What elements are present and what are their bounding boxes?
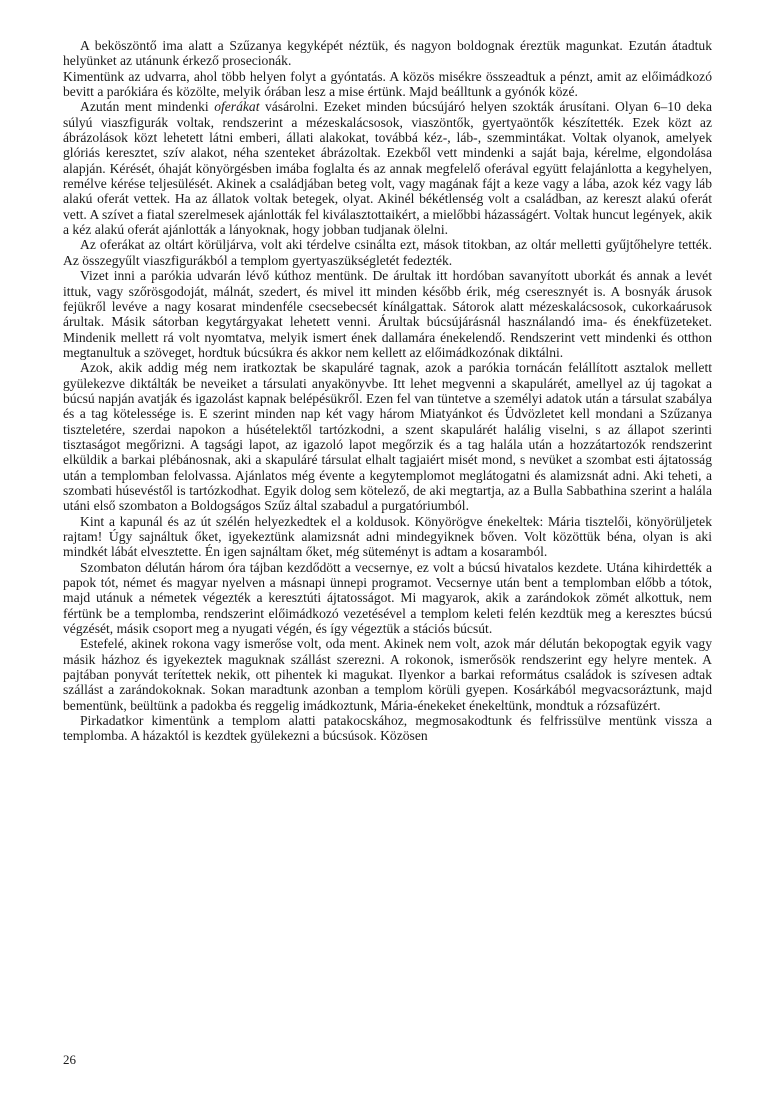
paragraph-1: A beköszöntő ima alatt a Szűzanya kegyképét néztük, és nagyon boldognak éreztük magunkat. Ezután átadtuk helyünket az utánunk érkező prosecionák. bbox=[63, 38, 712, 69]
paragraph-10: Pirkadatkor kimentünk a templom alatti patakocskához, megmosakodtunk és felfrissülve mentünk vissza a templomba. A házaktól is kezdtek gyülekezni a búcsúsok. Közösen bbox=[63, 713, 712, 744]
paragraph-3: Azután ment mindenki oferákat vásárolni. Ezeket minden búcsújáró helyen szokták árusítani. Olyan 6–10 deka súlyú viaszfigurák voltak, rendszerint a mézeskalácsosok, viaszöntők, gyertyaöntők készítették. Ezek közt az ábrázolások közt lehetett látni emberi, állati alakokat, továbbá kéz-, láb-, szemmintákat. Voltak olyanok, amelyek glóriás keresztet, szív alakot, néha szenteket ábrázoltak. Ezekből vett mindenki a saját baja, kérelme, elgondolása alapján. Kérését, óhaját könyörgésben imába foglalta és az annak megfelelő oferával együtt felajánlotta a kegyhelyen, remélve kérése teljesülését. Akinek a családjában beteg volt, vagy magának fájt a keze vagy a lába, azok kéz vagy láb alakú oferát vettek. Ha az állatok voltak betegek, olyat. Akinél békétlenség volt a családban, az kereszt alakú oferát vett. A szívet a fiatal szerelmesek ajánlották fel kiválasztottaikért, a mielőbbi házasságért. Voltak huncut legények, akik a kéz alakú oferát ajánlották a lányoknak, hogy jobban tudjanak ölelni. bbox=[63, 99, 712, 238]
text-column bbox=[63, 38, 712, 744]
paragraph-6: Azok, akik addig még nem iratkoztak be skapuláré tagnak, azok a parókia tornácán felállított asztalok mellett gyülekezve diktálták be neveiket a társulati anyakönyvbe. Itt lehet megvenni a skapulárét, amellyel az új tagokat a búcsú napján avatják és igazolást kapnak belépésükről. Ezen fel van tüntetve a személyi adatok után a társulat szabálya és a tag kötelessége is. E szerint minden nap két vagy három Miatyánkot és Üdvözletet kell mondani a Szűzanya tiszteletére, szerdai napokon a húsételektől tartózkodni, a szent skapulárét halálig viselni, s az állapot szerinti tisztaságot megőrizni. A tagsági lapot, az igazoló lapot megőrzik és a tag halála után a hozzátartozók rendszerint elküldik a barkai plébánosnak, aki a skapuláré társulat elhalt tagjaiért misét mond, s nevüket a szombat esti ájtatosság után a templomban felolvassa. Ajánlatos még évente a kegytemplomot meglátogatni és alamizsnát adni. Aki teheti, a szombati húsevéstől is tartózkodhat. Egyik dolog sem kötelező, de aki megtartja, az a Bulla Sabbathina szerint a halála utáni első szombaton a Boldogságos Szűz által szabadul a purgatóriumból. bbox=[63, 360, 712, 514]
paragraph-8: Szombaton délután három óra tájban kezdődött a vecsernye, ez volt a búcsú hivatalos kezdete. Utána kihirdették a papok tót, német és magyar nyelven a másnapi ünnepi programot. Vecsernye után bent a templomban előbb a tótok, majd utánuk a németek végezték a keresztúti ájtatosságot. Mi magyarok, akik a zarándokok zömét alkottuk, nem fértünk be a templomba, rendszerint előimádkozó vezetésével a templom keleti felén kezdtük meg a keresztes búcsú végzését, másik csoport meg a nyugati végén, és így végeztük a stációs búcsút. bbox=[63, 559, 712, 637]
paragraph-2: Kimentünk az udvarra, ahol több helyen folyt a gyóntatás. A közös misékre összeadtuk a pénzt, amit az előimádkozó bevitt a parókiára és közölte, melyik órában lesz a mise értünk. Majd beálltunk a gyónók közé. bbox=[63, 68, 712, 100]
paragraph-9: Estefelé, akinek rokona vagy ismerőse volt, oda ment. Akinek nem volt, azok már délután bekopogtak egyik vagy másik házhoz és igyekeztek maguknak szállást szerezni. A rokonok, ismerősök rendszerint egy helyre mentek. A pajtában ponyvát terítettek nekik, ott pihentek ki magukat. Ilyenkor a barkai református családok is szívesen adtak szállást a zarándokoknak. Sokan maradtunk azonban a templom körüli gyepen. Kosárkából megvacsoráztunk, majd bementünk, beültünk a padokba és reggelig imádkoztunk, Mária-énekeket énekeltünk, mondtuk a rózsafüzért. bbox=[63, 636, 712, 713]
emphasized-word: oferákat bbox=[214, 99, 260, 115]
page-number: 26 bbox=[63, 1052, 76, 1067]
paragraph-5: Vizet inni a parókia udvarán lévő kúthoz mentünk. De árultak itt hordóban savanyított uborkát és annak a levét ittuk, vagy szőrösgodoját, málnát, szedert, és mivel itt minden később érik, még cseresznyét is. A bosnyák árusok fejükről levéve a nagy kosarat mindenféle csecsebecsét kínálgattak. Sátorok alatt mézeskalácsosok, cukorkaárusok árultak. Másik sátorban kegytárgyakat lehetett venni. Árultak búcsújárásnál használandó ima- és énekfüzeteket. Mindenik mellett rá volt nyomtatva, melyik ismert ének dallamára énekelendő. Rendszerint vett mindenki és otthon megtanultuk a szöveget, hordtuk búcsúkra és akkor nem kellett az előimádkozónak diktálni. bbox=[63, 268, 712, 360]
paragraph-7: Kint a kapunál és az út szélén helyezkedtek el a koldusok. Könyörögve énekeltek: Mária tisztelői, könyörüljetek rajtam! Úgy sajnáltuk őket, igyekeztünk alamizsnát adni mindegyiknek bőven. Volt közöttük béna, olyan is aki mindkét lábát elvesztette. Én igen sajnáltam őket, még süteményt is adtam a kosaramból. bbox=[63, 513, 712, 560]
paragraph-4: Az oferákat az oltárt körüljárva, volt aki térdelve csinálta ezt, mások titokban, az oltár melletti gyűjtőhelyre tették. Az összegyűlt viaszfigurákból a templom gyertyaszükségletét fedezték. bbox=[63, 237, 712, 268]
